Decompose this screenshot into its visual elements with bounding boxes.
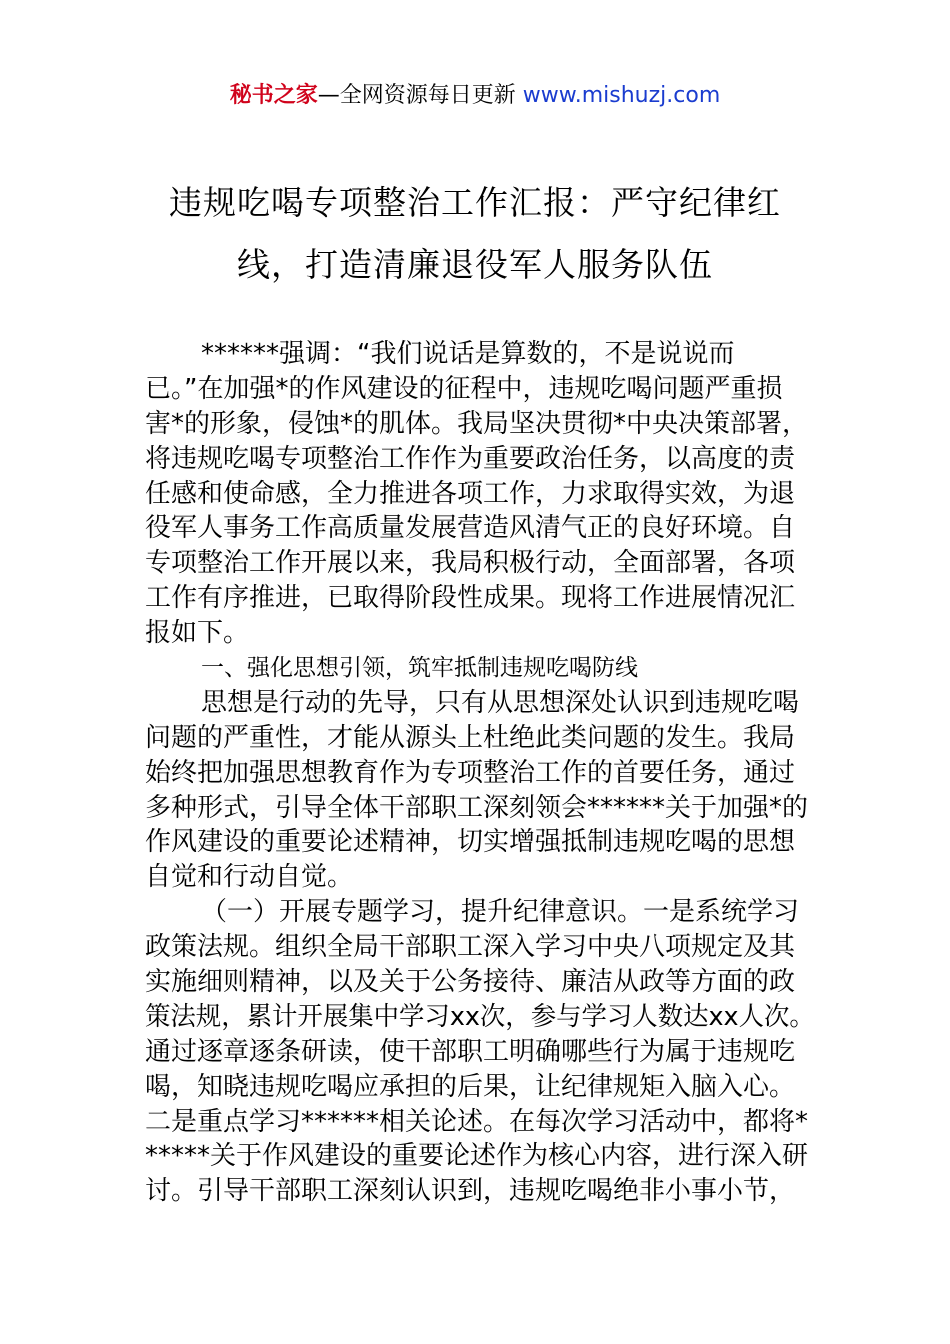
- section-heading: 一、强化思想引领，筑牢抵制违规吃喝防线: [201, 655, 638, 682]
- paragraph-line: ******强调：“我们说话是算数的，不是说说而: [201, 339, 735, 369]
- paragraph-line: 问题的严重性，才能从源头上杜绝此类问题的发生。我局: [145, 722, 796, 753]
- title-line: 违规吃喝专项整治工作汇报：严守纪律红: [169, 183, 781, 222]
- paragraph-line: 讨。引导干部职工深刻认识到，违规吃喝绝非小事小节，: [145, 1176, 796, 1207]
- site-brand: 秘书之家: [229, 83, 318, 108]
- paragraph-line: 作风建设的重要论述精神，切实增强抵制违规吃喝的思想: [145, 827, 796, 858]
- paragraph-line: 政策法规。组织全局干部职工深入学习中央八项规定及其: [145, 932, 796, 963]
- paragraph-line: 任感和使命感，全力推进各项工作，力求取得实效，为退: [145, 478, 796, 509]
- paragraph-line: 多种形式，引导全体干部职工深刻领会******关于加强*的: [145, 792, 809, 823]
- document-title: [100, 172, 850, 296]
- paragraph-line: 二是重点学习******相关论述。在每次学习活动中，都将*: [145, 1106, 809, 1137]
- title-line: 线，打造清廉退役军人服务队伍: [237, 245, 713, 284]
- site-url-link[interactable]: www.mishuzj.com: [522, 83, 721, 108]
- site-header: [0, 80, 950, 112]
- paragraph-line: 实施细则精神，以及关于公务接待、廉洁从政等方面的政: [145, 967, 796, 998]
- paragraph-line: 工作有序推进，已取得阶段性成果。现将工作进展情况汇: [145, 583, 796, 614]
- paragraph-line: 始终把加强思想教育作为专项整治工作的首要任务，通过: [145, 757, 796, 788]
- paragraph-line: 报如下。: [145, 618, 250, 649]
- paragraph-line: （一）开展专题学习，提升纪律意识。一是系统学习: [201, 897, 800, 928]
- paragraph-line: 害*的形象，侵蚀*的肌体。我局坚决贯彻*中央决策部署，: [145, 408, 809, 439]
- paragraph-line: 喝，知晓违规吃喝应承担的后果，让纪律规矩入脑入心。: [145, 1071, 796, 1102]
- paragraph-line: 策法规，累计开展集中学习xx次，参与学习人数达xx人次。: [145, 1001, 815, 1032]
- paragraph-line: 已。”在加强*的作风建设的征程中，违规吃喝问题严重损: [145, 373, 783, 404]
- paragraph-line: 将违规吃喝专项整治工作作为重要政治任务，以高度的责: [145, 443, 796, 474]
- site-tagline: —全网资源每日更新: [317, 83, 523, 108]
- document-body: [145, 337, 815, 1209]
- paragraph-line: *****关于作风建设的重要论述作为核心内容，进行深入研: [145, 1141, 809, 1172]
- paragraph-line: 专项整治工作开展以来，我局积极行动，全面部署，各项: [145, 548, 796, 579]
- paragraph-line: 役军人事务工作高质量发展营造风清气正的良好环境。自: [145, 513, 796, 544]
- paragraph-line: 自觉和行动自觉。: [145, 862, 354, 893]
- paragraph-line: 通过逐章逐条研读，使干部职工明确哪些行为属于违规吃: [145, 1036, 796, 1067]
- paragraph-line: 思想是行动的先导，只有从思想深处认识到违规吃喝: [201, 687, 800, 718]
